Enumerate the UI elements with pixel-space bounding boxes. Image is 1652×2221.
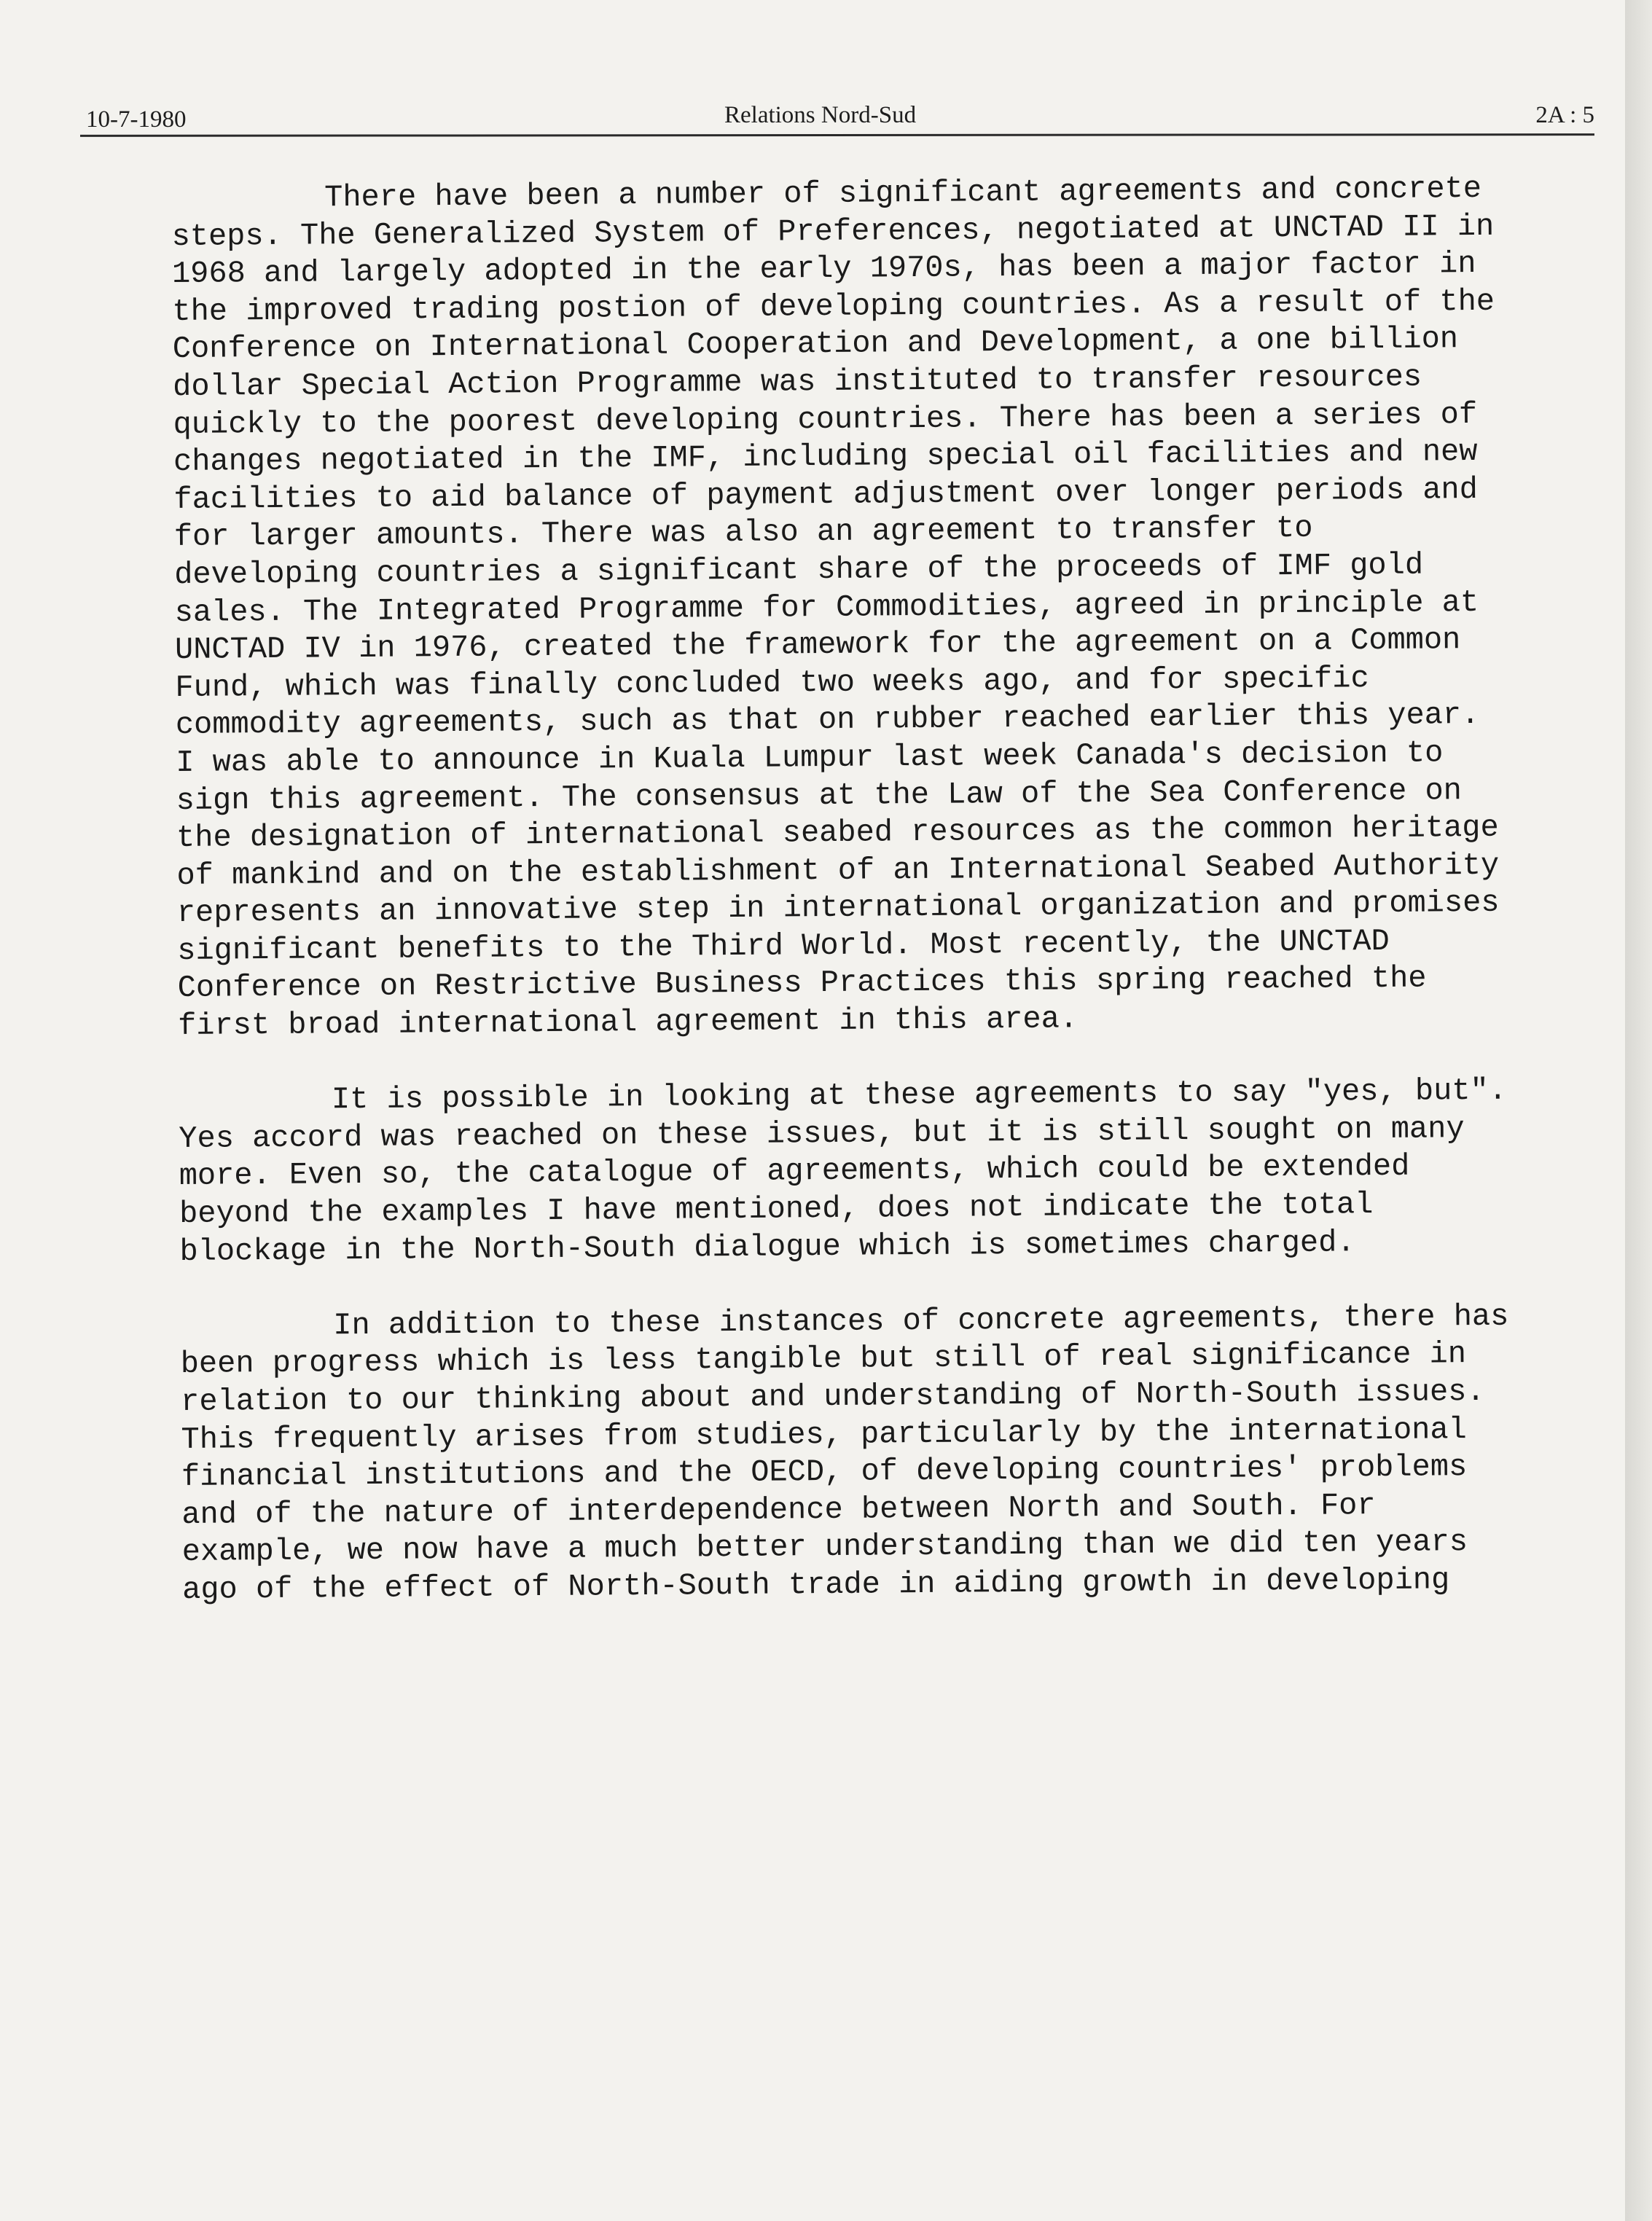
header-page-number: 2A : 5 xyxy=(1535,102,1594,128)
typed-body-text xyxy=(171,171,1516,1610)
header-date: 10-7-1980 xyxy=(86,106,187,133)
paragraph-progress: In addition to these instances of concrete agreements, there has been progress which is less tangible but still of real significance in relation to our thinking about and understanding of North-South issues. This frequently arises from studies, particularly by the international financial institutions and the OECD, of developing countries' problems and of the nature of interdependence between North and South. For example, we now have a much better understanding than we did ten years ago of the effect of North-South trade in aiding growth in developing xyxy=(180,1298,1509,1607)
paragraph-agreements: There have been a number of significant agreements and concrete steps. The Generalized System of Preferences, negotiated at UNCTAD II in 1968 and largely adopted in the early 1970s, has been a major factor in the improved trading postion of developing countries. As a result of the Conference on International Cooperation and Development, a one billion dollar Special Action Programme was instituted to transfer resources quickly to the poorest developing countries. There has been a series of changes negotiated in the IMF, including special oil facilities and new facilities to aid balance of payment adjustment over longer periods and for larger amounts. There was also an agreement to transfer to developing countries a significant share of the proceeds of IMF gold sales. The Integrated Programme for Commodities, agreed in principle at UNCTAD IV in 1976, created the framework for the agreement on a Common Fund, which was finally concluded two weeks ago, and for specific commodity agreements, such as that on rubber reached earlier this year. I was able to announce in Kuala Lumpur last week Canada's decision to sign this agreement. The consensus at the Law of the Sea Conference on the designation of international seabed resources as the common heritage of mankind and on the establishment of an International Seabed Authority represents an innovative step in international organization and promises significant benefits to the Third World. Most recently, the UNCTAD Conference on Restrictive Business Practices this spring reached the first broad international agreement in this area. xyxy=(171,171,1500,1044)
paragraph-yes-but: It is possible in looking at these agreements to say "yes, but". Yes accord was reached on these issues, but it is still sought on many more. Even so, the catalogue of agreements, which could be extended beyond the examples I have mentioned, does not indicate the total blockage in the North-South dialogue which is sometimes charged. xyxy=(179,1073,1508,1269)
header-title: Relations Nord-Sud xyxy=(724,102,917,128)
page-edge xyxy=(1625,0,1652,2221)
